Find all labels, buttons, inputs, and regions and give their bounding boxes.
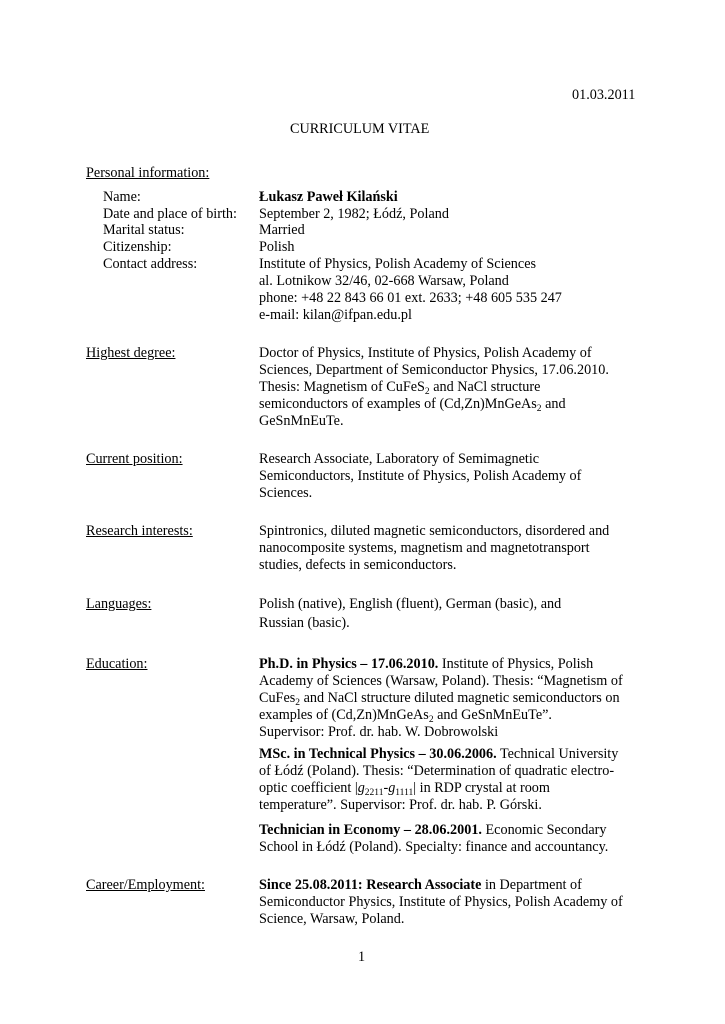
address-line: Institute of Physics, Polish Academy of Sciences: [259, 256, 537, 272]
education-phd-line: Ph.D. in Physics – 17.06.2010. Institute of Physics, Polish: [259, 656, 594, 672]
education-msc-line: MSc. in Technical Physics – 30.06.2006. Technical University: [259, 746, 619, 762]
position-line: Sciences.: [259, 485, 313, 501]
document-title: CURRICULUM VITAE: [290, 121, 430, 137]
languages-line: Polish (native), English (fluent), German (basic), and: [259, 596, 562, 612]
phone-line: phone: +48 22 843 66 01 ext. 2633; +48 605 535 247: [259, 290, 562, 306]
education-phd-line: Supervisor: Prof. dr. hab. W. Dobrowolski: [259, 724, 499, 740]
education-heading: Education:: [86, 656, 148, 672]
highest-degree-heading: Highest degree:: [86, 345, 176, 361]
education-tech-line: School in Łódź (Poland). Specialty: finance and accountancy.: [259, 839, 609, 855]
interests-line: Spintronics, diluted magnetic semiconductors, disordered and: [259, 523, 610, 539]
degree-line: Thesis: Magnetism of CuFeS$_2$ and NaCl structure: [259, 379, 541, 397]
email-line: e-mail: kilan@ifpan.edu.pl: [259, 307, 412, 323]
degree-line: Doctor of Physics, Institute of Physics, Polish Academy of: [259, 345, 592, 361]
current-position-heading: Current position:: [86, 451, 183, 467]
marital-value: Married: [259, 222, 305, 238]
contact-label: Contact address:: [103, 256, 198, 272]
birth-label: Date and place of birth:: [103, 206, 237, 222]
education-phd-line: Academy of Sciences (Warsaw, Poland). Thesis: “Magnetism of: [259, 673, 623, 689]
page-number: 1: [358, 949, 366, 965]
marital-label: Marital status:: [103, 222, 185, 238]
education-phd-line: CuFes$_2$ and NaCl structure diluted magnetic semiconductors on: [259, 690, 620, 708]
career-heading: Career/Employment:: [86, 877, 205, 893]
position-line: Semiconductors, Institute of Physics, Polish Academy of: [259, 468, 582, 484]
position-line: Research Associate, Laboratory of Semimagnetic: [259, 451, 540, 467]
personal-info-heading: Personal information:: [86, 165, 210, 181]
citizenship-label: Citizenship:: [103, 239, 172, 255]
degree-line: semiconductors of examples of (Cd,Zn)MnGeAs$_2$ and: [259, 396, 566, 414]
career-line: Semiconductor Physics, Institute of Physics, Polish Academy of: [259, 894, 623, 910]
degree-line: Sciences, Department of Semiconductor Physics, 17.06.2010.: [259, 362, 609, 378]
degree-line: GeSnMnEuTe.: [259, 413, 344, 429]
research-interests-heading: Research interests:: [86, 523, 193, 539]
education-phd-line: examples of (Cd,Zn)MnGeAs$_2$ and GeSnMnEuTe”.: [259, 707, 552, 725]
name-label: Name:: [103, 189, 141, 205]
address-line: al. Lotnikow 32/46, 02-668 Warsaw, Poland: [259, 273, 509, 289]
career-line: Since 25.08.2011: Research Associate in Department of: [259, 877, 582, 893]
document-date: 01.03.2011: [572, 87, 636, 103]
interests-line: studies, defects in semiconductors.: [259, 557, 457, 573]
person-name: Łukasz Paweł Kilański: [259, 189, 398, 205]
education-msc-line: temperature”. Supervisor: Prof. dr. hab. P. Górski.: [259, 797, 542, 813]
education-tech-line: Technician in Economy – 28.06.2001. Economic Secondary: [259, 822, 607, 838]
citizenship-value: Polish: [259, 239, 295, 255]
interests-line: nanocomposite systems, magnetism and magnetotransport: [259, 540, 590, 556]
education-msc-line: optic coefficient $|g_{2211}-g_{1111}|$ in RDP crystal at room: [259, 780, 550, 798]
languages-line: Russian (basic).: [259, 615, 350, 631]
education-msc-line: of Łódź (Poland). Thesis: “Determination of quadratic electro-: [259, 763, 615, 779]
languages-heading: Languages:: [86, 596, 152, 612]
birth-value: September 2, 1982; Łódź, Poland: [259, 206, 449, 222]
career-line: Science, Warsaw, Poland.: [259, 911, 405, 927]
